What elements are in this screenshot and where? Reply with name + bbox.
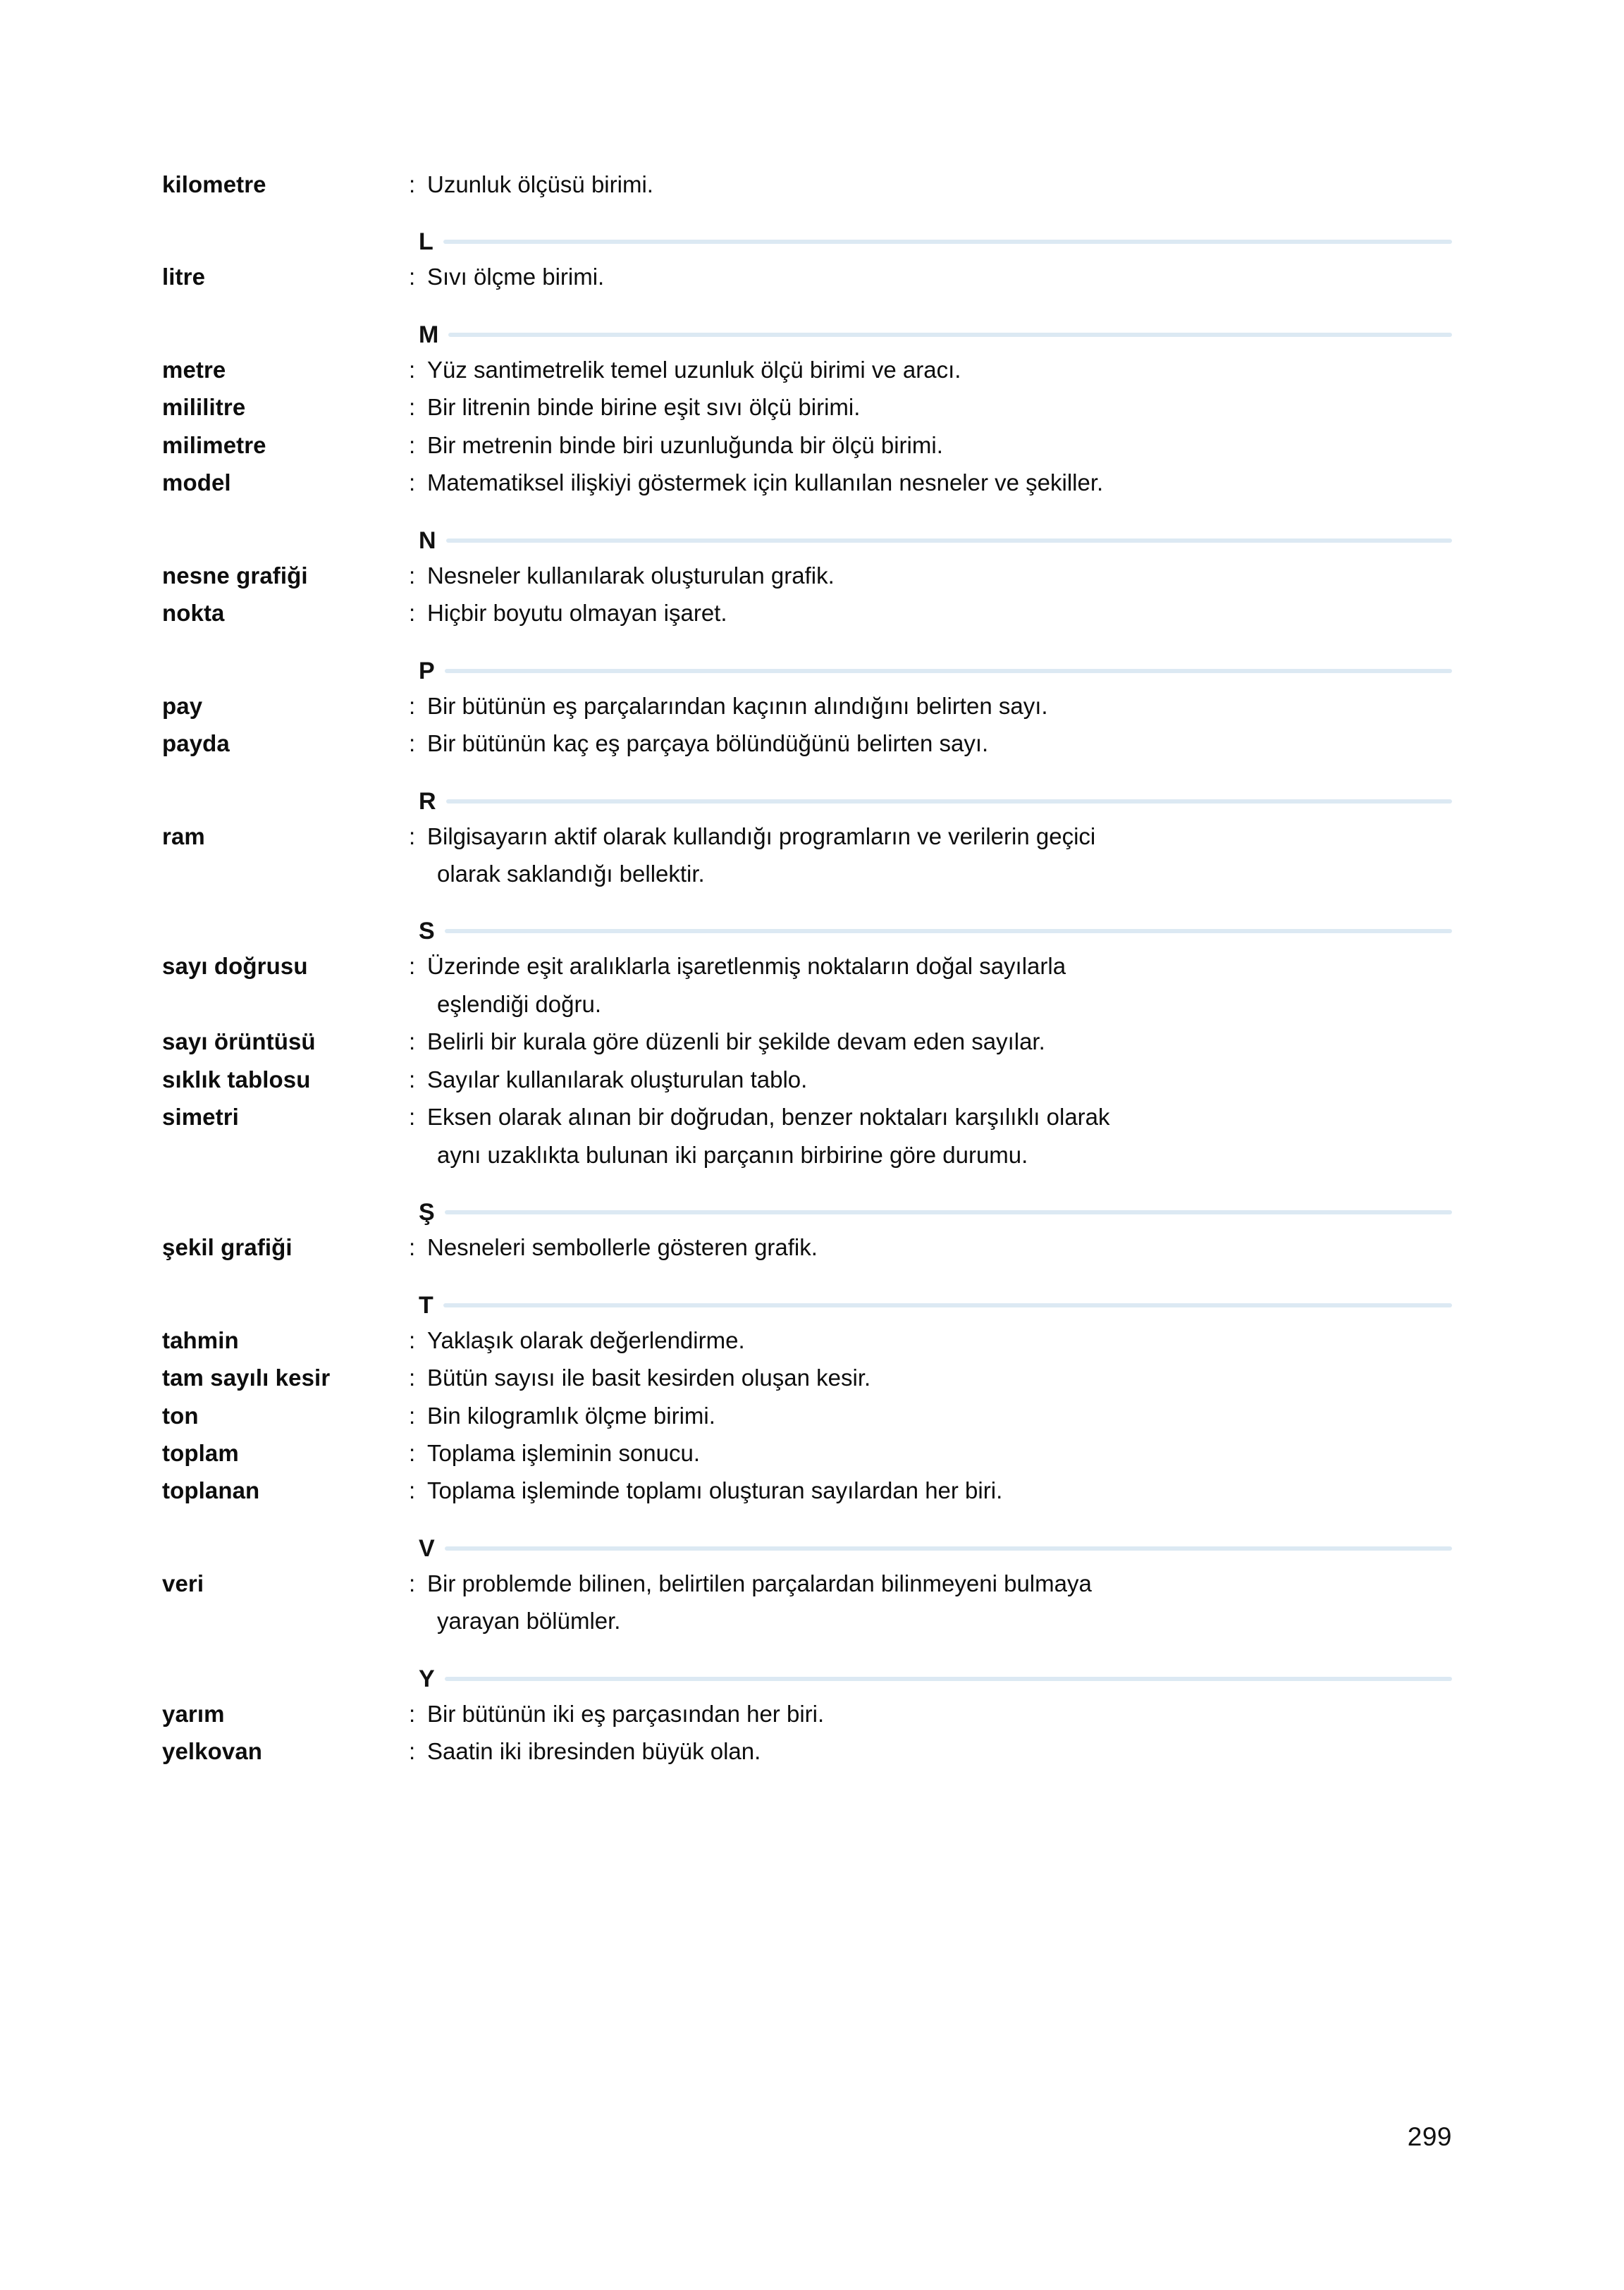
entry-definition-line: Nesneleri sembollerle gösteren grafik. [427, 1234, 818, 1261]
entry-colon: : [409, 171, 416, 197]
entry-term: şekil grafiği [162, 1234, 293, 1261]
entry-term: tam sayılı kesir [162, 1365, 331, 1391]
glossary-entry [162, 464, 1452, 501]
entry-colon: : [409, 1477, 416, 1504]
entry-definition [427, 464, 1452, 501]
entry-colon: : [409, 823, 416, 849]
entry-definition-continuation: olarak saklandığı bellektir. [437, 860, 705, 887]
glossary-entry [162, 1565, 1452, 1640]
letter-rule [443, 240, 1452, 244]
letter-divider-m [162, 323, 1452, 347]
entry-colon: : [409, 562, 416, 589]
entry-term: model [162, 469, 231, 496]
entry-definition-line: Toplama işleminin sonucu. [427, 1439, 701, 1466]
entry-definition [427, 1229, 1452, 1266]
letter-label: R [419, 787, 436, 815]
entry-colon: : [409, 1402, 416, 1429]
entry-colon: : [409, 1066, 416, 1092]
entry-colon: : [409, 1234, 416, 1261]
glossary-entry [162, 1695, 1452, 1732]
entry-colon: : [409, 1365, 416, 1391]
entry-definition [427, 1695, 1452, 1732]
entry-term: kilometre [162, 171, 266, 197]
letter-rule [445, 669, 1452, 673]
entry-definition-line: Bir metrenin binde biri uzunluğunda bir ölçü birimi. [427, 431, 943, 458]
entry-definition-line: Hiçbir boyutu olmayan işaret. [427, 600, 727, 627]
letter-label: V [419, 1534, 435, 1562]
entry-colon: : [409, 431, 416, 458]
entry-term: ram [162, 823, 205, 849]
entry-term: milimetre [162, 431, 266, 458]
letter-divider-p [162, 659, 1452, 683]
letter-divider-n [162, 529, 1452, 553]
entry-definition [427, 388, 1452, 426]
entry-term: metre [162, 356, 226, 383]
letter-rule [446, 799, 1452, 804]
glossary-entry [162, 687, 1452, 725]
entry-definition [427, 947, 1452, 1023]
entry-colon: : [409, 600, 416, 627]
glossary-entry [162, 947, 1452, 1023]
glossary-entry [162, 1229, 1452, 1266]
letter-divider-v [162, 1534, 1452, 1562]
entry-definition-line: Yaklaşık olarak değerlendirme. [427, 1326, 745, 1353]
entry-definition-line: Eksen olarak alınan bir doğrudan, benzer noktaları karşılıklı olarak [427, 1104, 1110, 1131]
letter-rule [445, 929, 1452, 933]
glossary-content [162, 166, 1452, 1771]
letter-divider-s [162, 919, 1452, 943]
entry-term: sıklık tablosu [162, 1066, 311, 1092]
entry-term: nokta [162, 600, 225, 627]
entry-definition-line: Bin kilogramlık ölçme birimi. [427, 1402, 715, 1429]
glossary-entry [162, 594, 1452, 632]
entry-definition-line: Bir bütünün iki eş parçasından her biri. [427, 1700, 825, 1727]
entry-colon: : [409, 1700, 416, 1727]
entry-term: simetri [162, 1104, 239, 1131]
entry-colon: : [409, 1326, 416, 1353]
letter-label: Ş [419, 1199, 435, 1226]
letter-rule [443, 1303, 1452, 1307]
glossary-entry [162, 1322, 1452, 1359]
entry-definition [427, 166, 1452, 203]
entry-definition-line: Matematiksel ilişkiyi göstermek için kullanılan nesneler ve şekiller. [427, 469, 1104, 496]
entry-definition-line: Bir bütünün kaç eş parçaya bölündüğünü belirten sayı. [427, 730, 989, 757]
entry-definition-line: Yüz santimetrelik temel uzunluk ölçü birimi ve aracı. [427, 356, 961, 383]
entry-definition [427, 351, 1452, 388]
letter-label: Y [419, 1665, 435, 1692]
entry-term: toplam [162, 1439, 239, 1466]
entry-definition [427, 1732, 1452, 1770]
letter-rule [445, 1546, 1452, 1551]
entry-definition [427, 258, 1452, 295]
glossary-entry [162, 557, 1452, 594]
entry-colon: : [409, 264, 416, 290]
glossary-entry [162, 1023, 1452, 1060]
entry-definition [427, 1098, 1452, 1174]
entry-definition-line: Sıvı ölçme birimi. [427, 264, 605, 290]
entry-colon: : [409, 356, 416, 383]
letter-label: P [419, 657, 435, 684]
letter-divider-s-cedilla [162, 1200, 1452, 1224]
entry-term: sayı doğrusu [162, 953, 308, 980]
entry-definition [427, 725, 1452, 762]
glossary-entry [162, 1434, 1452, 1472]
entry-term: sayı örüntüsü [162, 1028, 316, 1055]
glossary-entry [162, 388, 1452, 426]
letter-rule [446, 538, 1452, 543]
letter-label: T [419, 1291, 433, 1319]
entry-definition-line: Belirli bir kurala göre düzenli bir şekilde devam eden sayılar. [427, 1028, 1045, 1055]
entry-term: pay [162, 692, 203, 719]
entry-colon: : [409, 1570, 416, 1596]
glossary-entry [162, 1061, 1452, 1098]
entry-term: ton [162, 1402, 199, 1429]
glossary-entry [162, 725, 1452, 762]
entry-term: yarım [162, 1700, 225, 1727]
entry-definition-line: Bir litrenin binde birine eşit sıvı ölçü birimi. [427, 394, 861, 421]
entry-term: tahmin [162, 1326, 239, 1353]
entry-colon: : [409, 953, 416, 980]
entry-definition-line: Sayılar kullanılarak oluşturulan tablo. [427, 1066, 808, 1092]
entry-term: veri [162, 1570, 204, 1596]
entry-definition [427, 426, 1452, 464]
glossary-entry [162, 166, 1452, 203]
entry-definition-line: Bilgisayarın aktif olarak kullandığı programların ve verilerin geçici [427, 823, 1096, 849]
entry-colon: : [409, 394, 416, 421]
entry-colon: : [409, 1439, 416, 1466]
entry-definition-continuation: eşlendiği doğru. [437, 990, 601, 1017]
entry-definition [427, 1472, 1452, 1509]
entry-definition-line: Bir problemde bilinen, belirtilen parçalardan bilinmeyeni bulmaya [427, 1570, 1092, 1596]
entry-colon: : [409, 730, 416, 757]
letter-rule [445, 1210, 1452, 1214]
letter-rule [445, 1677, 1452, 1681]
entry-definition [427, 1359, 1452, 1396]
glossary-entry [162, 1359, 1452, 1396]
entry-definition [427, 1434, 1452, 1472]
glossary-entry [162, 1472, 1452, 1509]
entry-colon: : [409, 692, 416, 719]
letter-divider-r [162, 789, 1452, 813]
entry-colon: : [409, 1104, 416, 1131]
entry-term: litre [162, 264, 206, 290]
entry-definition-line: Toplama işleminde toplamı oluşturan sayılardan her biri. [427, 1477, 1003, 1504]
glossary-entry [162, 1732, 1452, 1770]
entry-term: toplanan [162, 1477, 260, 1504]
entry-term: payda [162, 730, 230, 757]
entry-definition-line: Bir bütünün eş parçalarından kaçının alındığını belirten sayı. [427, 692, 1048, 719]
glossary-entry [162, 1397, 1452, 1434]
glossary-entry [162, 426, 1452, 464]
letter-divider-y [162, 1667, 1452, 1691]
entry-term: mililitre [162, 394, 246, 421]
entry-definition [427, 1061, 1452, 1098]
glossary-entry [162, 351, 1452, 388]
entry-definition [427, 1565, 1452, 1640]
entry-definition [427, 818, 1452, 893]
letter-label: S [419, 918, 435, 945]
entry-definition-line: Bütün sayısı ile basit kesirden oluşan kesir. [427, 1365, 871, 1391]
entry-definition-line: Nesneler kullanılarak oluşturulan grafik. [427, 562, 835, 589]
entry-definition-line: Saatin iki ibresinden büyük olan. [427, 1738, 761, 1765]
entry-colon: : [409, 1738, 416, 1765]
letter-divider-t [162, 1293, 1452, 1317]
glossary-entry [162, 258, 1452, 295]
entry-colon: : [409, 1028, 416, 1055]
letter-rule [448, 333, 1452, 337]
entry-definition-continuation: yarayan bölümler. [437, 1608, 621, 1635]
entry-definition-continuation: aynı uzaklıkta bulunan iki parçanın birbirine göre durumu. [437, 1141, 1028, 1168]
entry-definition [427, 594, 1452, 632]
entry-definition [427, 687, 1452, 725]
entry-term: yelkovan [162, 1738, 263, 1765]
letter-label: N [419, 527, 436, 554]
entry-definition-line: Uzunluk ölçüsü birimi. [427, 171, 653, 197]
glossary-entry [162, 818, 1452, 893]
entry-definition [427, 557, 1452, 594]
entry-term: nesne grafiği [162, 562, 308, 589]
letter-label: M [419, 321, 439, 348]
glossary-entry [162, 1098, 1452, 1174]
entry-colon: : [409, 469, 416, 496]
entry-definition [427, 1397, 1452, 1434]
entry-definition [427, 1023, 1452, 1060]
letter-label: L [419, 228, 433, 256]
entry-definition [427, 1322, 1452, 1359]
letter-divider-l [162, 230, 1452, 254]
page-number: 299 [1407, 2122, 1452, 2151]
entry-definition-line: Üzerinde eşit aralıklarla işaretlenmiş noktaların doğal sayılarla [427, 953, 1066, 980]
